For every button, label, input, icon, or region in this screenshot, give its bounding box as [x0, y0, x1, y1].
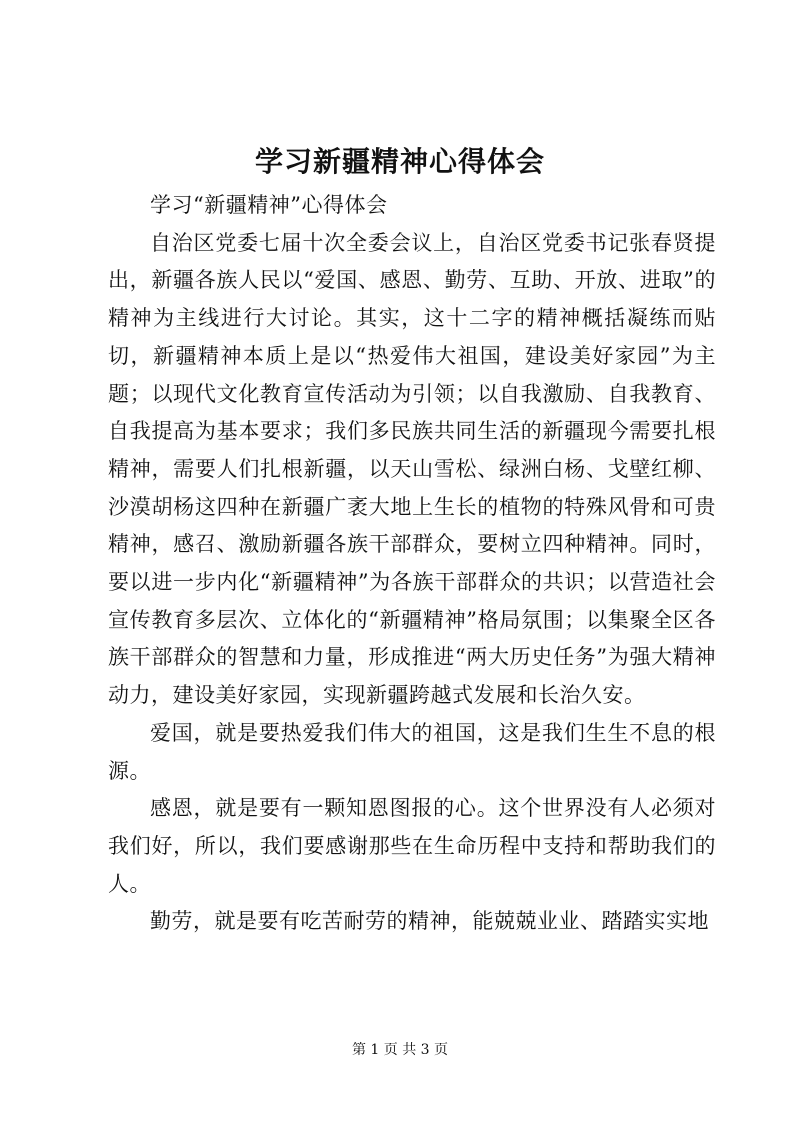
page-number-footer: 第 1 页 共 3 页 — [351, 1042, 449, 1058]
document-body — [108, 187, 716, 941]
page-title: 学习新疆精神心得体会 — [254, 145, 545, 178]
intro-paragraph: 自治区党委七届十次全委会议上，自治区党委书记张春贤提出，新疆各族人民以“爱国、感恩、勤劳、互助、开放、进取”的精神为主线进行大讨论。其实，这十二字的精神概括凝练而贴切，新疆精神本质上是以“热爱伟大祖国，建设美好家园”为主题；以现代文化教育宣传活动为引领；以自我激励、自我教育、自我提高为基本要求；我们多民族共同生活的新疆现今需要扎根精神，需要人们扎根新疆，以天山雪松、绿洲白杨、戈壁红柳、沙漠胡杨这四种在新疆广袤大地上生长的植物的特殊风骨和可贵精神，感召、激励新疆各族干部群众，要树立四种精神。同时，要以进一步内化“新疆精神”为各族干部群众的共识；以营造社会宣传教育多层次、立体化的“新疆精神”格局氛围；以集聚全区各族干部群众的智慧和力量，形成推进“两大历史任务”为强大精神动力，建设美好家园，实现新疆跨越式发展和长治久安。 — [108, 230, 716, 708]
diligence-paragraph: 勤劳，就是要有吃苦耐劳的精神，能兢兢业业、踏踏实实地 — [150, 909, 709, 934]
patriotism-paragraph: 爱国，就是要热爱我们伟大的祖国，这是我们生生不息的根源。 — [108, 720, 716, 783]
subtitle-paragraph: 学习“新疆精神”心得体会 — [150, 193, 388, 217]
gratitude-paragraph: 感恩，就是要有一颗知恩图报的心。这个世界没有人必须对我们好，所以，我们要感谢那些在生命历程中支持和帮助我们的人。 — [108, 796, 716, 896]
